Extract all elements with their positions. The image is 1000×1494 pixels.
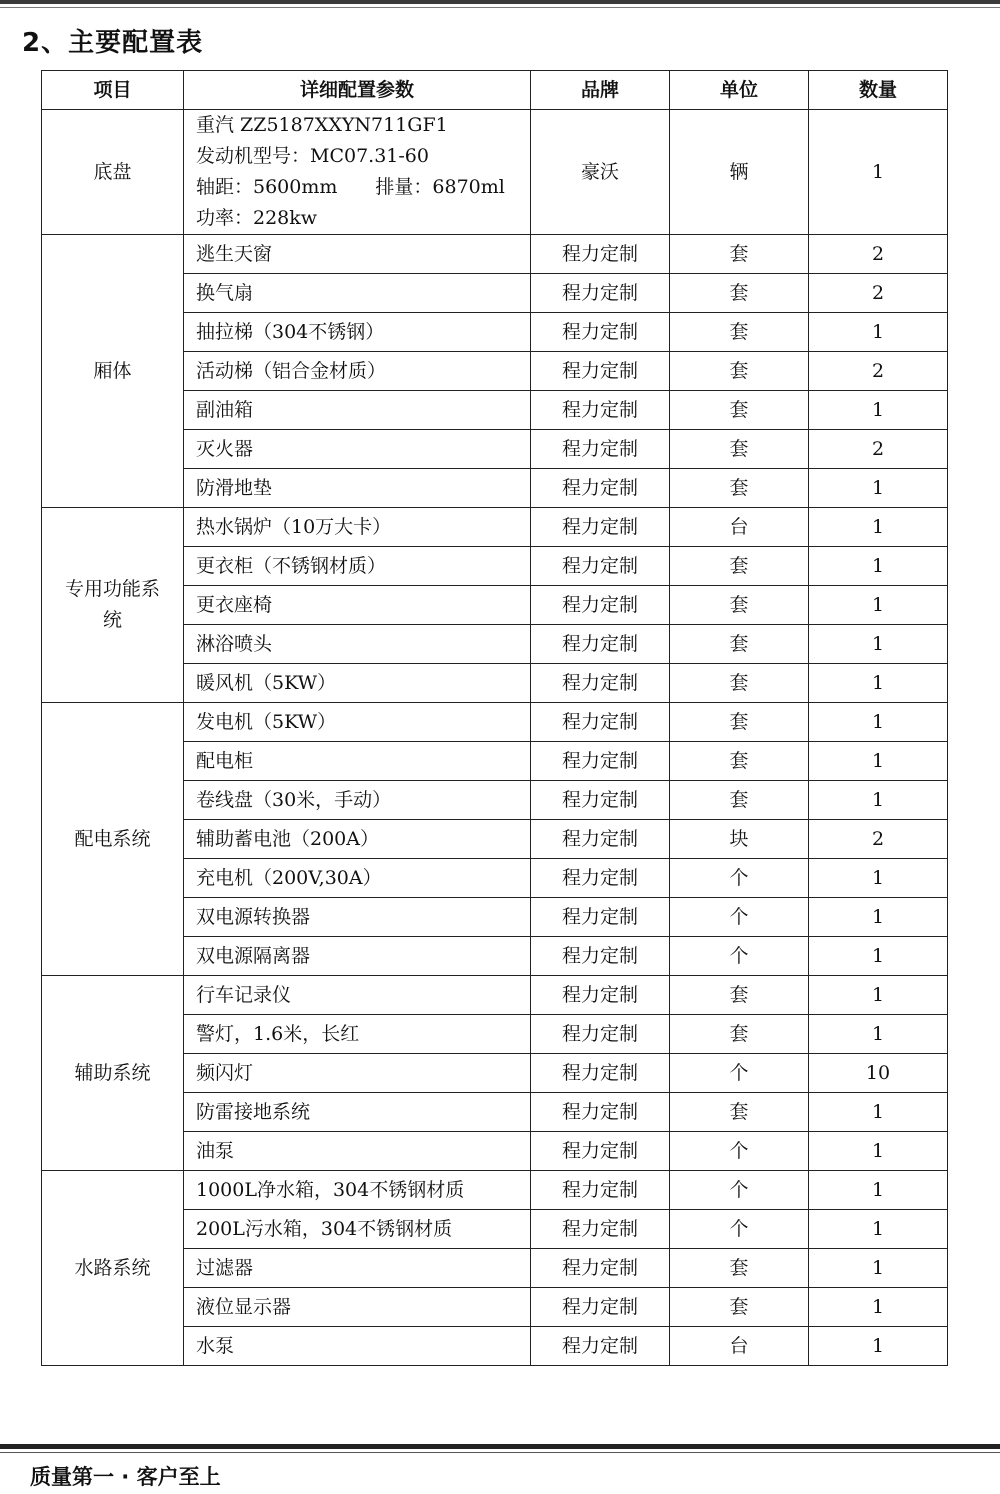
detail-cell: 频闪灯 bbox=[184, 1054, 531, 1093]
brand-cell: 程力定制 bbox=[531, 1093, 670, 1132]
unit-cell: 套 bbox=[670, 391, 809, 430]
brand-cell: 程力定制 bbox=[531, 1210, 670, 1249]
category-cell: 配电系统 bbox=[42, 703, 184, 976]
table-row bbox=[42, 976, 948, 1015]
brand-cell: 程力定制 bbox=[531, 352, 670, 391]
detail-cell: 200L污水箱，304不锈钢材质 bbox=[184, 1210, 531, 1249]
brand-cell: 程力定制 bbox=[531, 391, 670, 430]
unit-cell: 套 bbox=[670, 430, 809, 469]
unit-cell: 套 bbox=[670, 547, 809, 586]
unit-cell: 个 bbox=[670, 1171, 809, 1210]
quantity-cell: 1 bbox=[809, 469, 948, 508]
unit-cell: 个 bbox=[670, 1054, 809, 1093]
brand-cell: 程力定制 bbox=[531, 664, 670, 703]
detail-cell: 淋浴喷头 bbox=[184, 625, 531, 664]
detail-line: 重汽 ZZ5187XXYN711GF1 bbox=[196, 114, 448, 136]
detail-line: 轴距：5600mm 排量：6870ml bbox=[196, 176, 505, 198]
detail-cell: 逃生天窗 bbox=[184, 235, 531, 274]
quantity-cell: 1 bbox=[809, 898, 948, 937]
quantity-cell: 1 bbox=[809, 1288, 948, 1327]
unit-cell: 套 bbox=[670, 352, 809, 391]
brand-cell: 程力定制 bbox=[531, 1132, 670, 1171]
brand-cell: 程力定制 bbox=[531, 274, 670, 313]
header-quantity: 数量 bbox=[809, 71, 948, 110]
quantity-cell: 1 bbox=[809, 313, 948, 352]
detail-cell: 更衣柜（不锈钢材质） bbox=[184, 547, 531, 586]
configuration-table bbox=[41, 70, 948, 1366]
unit-cell: 套 bbox=[670, 1288, 809, 1327]
table-row bbox=[42, 703, 948, 742]
detail-cell: 液位显示器 bbox=[184, 1288, 531, 1327]
unit-cell: 套 bbox=[670, 586, 809, 625]
quantity-cell: 1 bbox=[809, 781, 948, 820]
brand-cell: 程力定制 bbox=[531, 430, 670, 469]
detail-cell: 灭火器 bbox=[184, 430, 531, 469]
quantity-cell: 1 bbox=[809, 859, 948, 898]
footer-slogan: 质量第一 · 客户至上 bbox=[30, 1465, 221, 1489]
quantity-cell: 1 bbox=[809, 625, 948, 664]
brand-cell: 程力定制 bbox=[531, 1327, 670, 1366]
unit-cell: 个 bbox=[670, 898, 809, 937]
detail-cell: 水泵 bbox=[184, 1327, 531, 1366]
detail-cell: 热水锅炉（10万大卡） bbox=[184, 508, 531, 547]
brand-cell: 程力定制 bbox=[531, 937, 670, 976]
top-rule bbox=[0, 0, 1000, 4]
category-cell: 底盘 bbox=[42, 110, 184, 235]
brand-cell: 程力定制 bbox=[531, 1288, 670, 1327]
detail-cell: 配电柜 bbox=[184, 742, 531, 781]
footer-rule-thin bbox=[0, 1452, 1000, 1453]
unit-cell: 套 bbox=[670, 781, 809, 820]
quantity-cell: 1 bbox=[809, 1093, 948, 1132]
detail-cell: 发电机（5KW） bbox=[184, 703, 531, 742]
detail-cell: 防雷接地系统 bbox=[184, 1093, 531, 1132]
unit-cell: 套 bbox=[670, 235, 809, 274]
detail-cell: 警灯，1.6米，长红 bbox=[184, 1015, 531, 1054]
quantity-cell: 2 bbox=[809, 352, 948, 391]
quantity-cell: 2 bbox=[809, 820, 948, 859]
unit-cell: 台 bbox=[670, 1327, 809, 1366]
detail-cell: 双电源转换器 bbox=[184, 898, 531, 937]
table-header-row bbox=[42, 71, 948, 110]
detail-cell: 双电源隔离器 bbox=[184, 937, 531, 976]
header-unit: 单位 bbox=[670, 71, 809, 110]
quantity-cell: 1 bbox=[809, 1210, 948, 1249]
detail-cell: 卷线盘（30米，手动） bbox=[184, 781, 531, 820]
brand-cell: 程力定制 bbox=[531, 976, 670, 1015]
quantity-cell: 1 bbox=[809, 1015, 948, 1054]
brand-cell: 程力定制 bbox=[531, 547, 670, 586]
detail-line: 功率：228kw bbox=[196, 207, 318, 229]
brand-cell: 程力定制 bbox=[531, 1015, 670, 1054]
unit-cell: 套 bbox=[670, 625, 809, 664]
table-row bbox=[42, 508, 948, 547]
unit-cell: 套 bbox=[670, 274, 809, 313]
quantity-cell: 10 bbox=[809, 1054, 948, 1093]
brand-cell: 程力定制 bbox=[531, 313, 670, 352]
brand-cell: 程力定制 bbox=[531, 703, 670, 742]
detail-cell: 副油箱 bbox=[184, 391, 531, 430]
detail-cell: 行车记录仪 bbox=[184, 976, 531, 1015]
detail-cell: 抽拉梯（304不锈钢） bbox=[184, 313, 531, 352]
quantity-cell: 2 bbox=[809, 235, 948, 274]
category-line: 统 bbox=[102, 609, 122, 631]
header-item: 项目 bbox=[42, 71, 184, 110]
unit-cell: 套 bbox=[670, 703, 809, 742]
detail-cell: 活动梯（铝合金材质） bbox=[184, 352, 531, 391]
category-cell: 水路系统 bbox=[42, 1171, 184, 1366]
quantity-cell: 1 bbox=[809, 1132, 948, 1171]
category-cell: 厢体 bbox=[42, 235, 184, 508]
detail-cell: 换气扇 bbox=[184, 274, 531, 313]
quantity-cell: 1 bbox=[809, 976, 948, 1015]
category-line: 专用功能系 bbox=[64, 578, 160, 600]
quantity-cell: 1 bbox=[809, 937, 948, 976]
brand-cell: 程力定制 bbox=[531, 1054, 670, 1093]
quantity-cell: 1 bbox=[809, 391, 948, 430]
brand-cell: 程力定制 bbox=[531, 469, 670, 508]
quantity-cell: 1 bbox=[809, 742, 948, 781]
table-body bbox=[42, 110, 948, 1366]
table-row bbox=[42, 1171, 948, 1210]
header-brand: 品牌 bbox=[531, 71, 670, 110]
unit-cell: 套 bbox=[670, 1093, 809, 1132]
detail-cell: 防滑地垫 bbox=[184, 469, 531, 508]
brand-cell: 程力定制 bbox=[531, 742, 670, 781]
footer-rule bbox=[0, 1444, 1000, 1449]
detail-cell: 过滤器 bbox=[184, 1249, 531, 1288]
brand-cell: 程力定制 bbox=[531, 781, 670, 820]
unit-cell: 个 bbox=[670, 937, 809, 976]
unit-cell: 台 bbox=[670, 508, 809, 547]
detail-cell: 油泵 bbox=[184, 1132, 531, 1171]
brand-cell: 程力定制 bbox=[531, 235, 670, 274]
unit-cell: 套 bbox=[670, 742, 809, 781]
detail-cell: 更衣座椅 bbox=[184, 586, 531, 625]
detail-cell: 1000L净水箱，304不锈钢材质 bbox=[184, 1171, 531, 1210]
quantity-cell: 1 bbox=[809, 586, 948, 625]
quantity-cell: 2 bbox=[809, 274, 948, 313]
detail-cell: 辅助蓄电池（200A） bbox=[184, 820, 531, 859]
detail-cell: 充电机（200V,30A） bbox=[184, 859, 531, 898]
brand-cell: 程力定制 bbox=[531, 1249, 670, 1288]
header-detail: 详细配置参数 bbox=[184, 71, 531, 110]
brand-cell: 程力定制 bbox=[531, 1171, 670, 1210]
quantity-cell: 2 bbox=[809, 430, 948, 469]
category-cell bbox=[42, 508, 184, 703]
quantity-cell: 1 bbox=[809, 1327, 948, 1366]
section-heading: 2、主要配置表 bbox=[22, 28, 204, 58]
top-rule-thin bbox=[0, 7, 1000, 8]
unit-cell: 套 bbox=[670, 976, 809, 1015]
brand-cell: 程力定制 bbox=[531, 508, 670, 547]
table-row bbox=[42, 235, 948, 274]
category-cell: 辅助系统 bbox=[42, 976, 184, 1171]
brand-cell: 程力定制 bbox=[531, 625, 670, 664]
unit-cell: 套 bbox=[670, 1249, 809, 1288]
unit-cell: 个 bbox=[670, 1210, 809, 1249]
unit-cell: 套 bbox=[670, 313, 809, 352]
detail-cell: 暖风机（5KW） bbox=[184, 664, 531, 703]
quantity-cell: 1 bbox=[809, 1171, 948, 1210]
brand-cell: 豪沃 bbox=[531, 110, 670, 235]
detail-line: 发动机型号：MC07.31-60 bbox=[196, 145, 429, 167]
unit-cell: 套 bbox=[670, 1015, 809, 1054]
quantity-cell: 1 bbox=[809, 664, 948, 703]
quantity-cell: 1 bbox=[809, 547, 948, 586]
brand-cell: 程力定制 bbox=[531, 859, 670, 898]
detail-cell bbox=[184, 110, 531, 235]
brand-cell: 程力定制 bbox=[531, 820, 670, 859]
unit-cell: 套 bbox=[670, 664, 809, 703]
unit-cell: 辆 bbox=[670, 110, 809, 235]
quantity-cell: 1 bbox=[809, 508, 948, 547]
quantity-cell: 1 bbox=[809, 110, 948, 235]
brand-cell: 程力定制 bbox=[531, 898, 670, 937]
table-row bbox=[42, 110, 948, 235]
unit-cell: 个 bbox=[670, 1132, 809, 1171]
brand-cell: 程力定制 bbox=[531, 586, 670, 625]
quantity-cell: 1 bbox=[809, 1249, 948, 1288]
unit-cell: 套 bbox=[670, 469, 809, 508]
unit-cell: 个 bbox=[670, 859, 809, 898]
unit-cell: 块 bbox=[670, 820, 809, 859]
quantity-cell: 1 bbox=[809, 703, 948, 742]
